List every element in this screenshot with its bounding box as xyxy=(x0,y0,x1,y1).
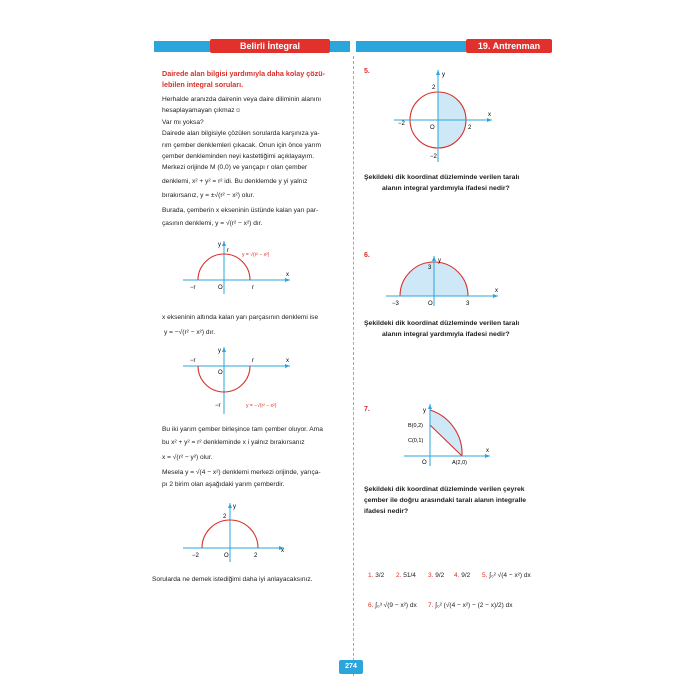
intro-line-2: lebilen integral soruları. xyxy=(162,80,244,89)
text-line: x = √(r² − y²) olur. xyxy=(162,453,213,461)
header-title-right: 19. Antrenman xyxy=(466,39,552,53)
tick-neg-r: −r xyxy=(190,358,196,364)
text-line: rım çember denklemleri çıkacak. Onun için önce yarım xyxy=(162,141,322,149)
point-b-label: B(0,2) xyxy=(408,423,423,429)
tick-neg-2: −2 xyxy=(192,553,199,559)
axis-label-x: x xyxy=(495,288,498,294)
axis-label-y: y xyxy=(423,408,426,414)
tick-r: r xyxy=(252,285,254,291)
tick-2-top: 2 xyxy=(223,514,227,520)
question-5-number: 5. xyxy=(364,68,370,75)
tick-neg-r-bottom: −r xyxy=(215,403,221,409)
text-line: bu x² + y² = r² denkleminde x i yalnız bırakırsanız xyxy=(162,439,305,447)
axis-label-y: y xyxy=(442,72,445,78)
answer-7: 7. ∫₀² (√(4 − x²) − (2 − x)/2) dx xyxy=(428,602,513,609)
tick-right: 3 xyxy=(466,301,470,307)
axis-label-y: y xyxy=(233,504,236,510)
origin-label: O xyxy=(218,285,223,291)
axis-label-x: x xyxy=(488,112,491,118)
figure-question-7 xyxy=(364,402,504,468)
closing-text: Sorularda ne demek istediğimi daha iyi anlayacaksınız. xyxy=(152,576,313,583)
text-line: Şekildeki dik koordinat düzleminde verilen taralı xyxy=(364,174,520,181)
question-5-text xyxy=(364,172,564,194)
text-line: Dairede alan bilgisiyle çözülen sorularda karşınıza ya- xyxy=(162,130,320,138)
curve-equation: y = −√(r² − x²) xyxy=(246,403,277,409)
figure-question-6 xyxy=(364,254,504,310)
axis-label-x: x xyxy=(286,358,289,364)
axis-label-x: x xyxy=(486,448,489,454)
text-line: çember denkleminden neyi kastettiğimi açıklayayım. xyxy=(162,153,315,161)
tick-top: 3 xyxy=(428,265,432,271)
text-line: y = −√(r² − x²) dır. xyxy=(164,329,216,337)
text-line: Şekildeki dik koordinat düzleminde verilen çeyrek xyxy=(364,486,525,493)
text-line: alanın integral yardımıyla ifadesi nedir? xyxy=(382,331,510,338)
intro-paragraph xyxy=(162,94,354,229)
text-line: Şekildeki dik koordinat düzleminde verilen taralı xyxy=(364,320,520,327)
origin-label: O xyxy=(224,553,229,559)
answer-3: 3. 9/2 xyxy=(428,572,445,579)
question-6-text xyxy=(364,318,564,340)
axis-label-y: y xyxy=(438,258,441,264)
question-7-text xyxy=(364,484,564,517)
figure-question-5 xyxy=(364,66,504,166)
answer-5: 5. ∫₀² √(4 − x²) dx xyxy=(482,572,531,579)
figure-lower-semicircle xyxy=(180,344,295,416)
text-line: pı 2 birim olan aşağıdaki yarım çemberdir. xyxy=(162,480,285,488)
text-line: ifadesi nedir? xyxy=(364,508,409,515)
text-line: çember ile doğru arasındaki taralı alanın integralle xyxy=(364,497,527,504)
intro-line-1: Dairede alan bilgisi yardımıyla daha kolay çözü- xyxy=(162,69,325,78)
text-line: denklemi, x² + y² = r² idi. Bu denklemde y yi yalnız xyxy=(162,177,308,185)
point-c-label: C(0,1) xyxy=(408,438,424,444)
combine-paragraph xyxy=(162,424,354,490)
page-number: 274 xyxy=(339,660,363,674)
axis-label-y: y xyxy=(218,242,221,248)
tick-r-top: r xyxy=(227,248,229,254)
lower-half-text xyxy=(162,312,354,339)
tick-left: −3 xyxy=(392,301,399,307)
axis-label-x: x xyxy=(286,272,289,278)
text-line: x ekseninin altında kalan yarı parçasının denklemi ise xyxy=(162,314,319,321)
answer-6: 6. ∫₀³ √(9 − x²) dx xyxy=(368,602,417,609)
text-line: Herhalde aranızda dairenin veya daire diliminin alanını xyxy=(162,96,322,103)
header-title-left: Belirli İntegral xyxy=(210,39,330,53)
intro-heading xyxy=(162,68,352,90)
figure-semicircle-radius-2 xyxy=(180,500,295,564)
text-line: Var mı yoksa? xyxy=(162,118,204,126)
text-line: hesaplayamayan çıkmaz☺ xyxy=(162,107,242,115)
question-6-number: 6. xyxy=(364,252,370,259)
tick-top: 2 xyxy=(432,85,436,91)
tick-neg-r: −r xyxy=(190,285,196,291)
tick-left: −2 xyxy=(398,121,405,127)
origin-label: O xyxy=(430,125,435,131)
tick-right: 2 xyxy=(468,125,472,131)
text-line: Mesela y = √(4 − x²) denklemi merkezi orijinde, yarıça- xyxy=(162,469,321,477)
text-line: bırakırsanız, y = ±√(r² − x²) olur. xyxy=(162,192,255,200)
origin-label: O xyxy=(428,301,433,307)
curve-equation: y = √(r² − x²) xyxy=(242,252,270,258)
text-line: alanın integral yardımıyla ifadesi nedir? xyxy=(382,185,510,192)
text-line: Burada, çemberin x ekseninin üstünde kalan yarı par- xyxy=(162,206,319,214)
axis-label-x: x xyxy=(281,548,284,554)
axis-label-y: y xyxy=(218,348,221,354)
answer-1: 1. 3/2 xyxy=(368,572,385,579)
tick-2: 2 xyxy=(254,553,258,559)
text-line: Bu iki yarım çember birleşince tam çember oluyor. Ama xyxy=(162,426,323,433)
question-7-number: 7. xyxy=(364,406,370,413)
answer-2: 2. 51/4 xyxy=(396,572,416,579)
point-a-label: A(2,0) xyxy=(452,460,467,466)
figure-upper-semicircle xyxy=(180,238,295,298)
text-line: Merkezi orijinde M (0,0) ve yarıçapı r olan çember xyxy=(162,164,308,172)
origin-label: O xyxy=(422,460,427,466)
tick-r: r xyxy=(252,358,254,364)
tick-bottom: −2 xyxy=(430,154,437,160)
answer-4: 4. 9/2 xyxy=(454,572,471,579)
origin-label: O xyxy=(218,370,223,376)
text-line: çasının denklemi, y = √(r² − x²) dır. xyxy=(162,220,263,228)
